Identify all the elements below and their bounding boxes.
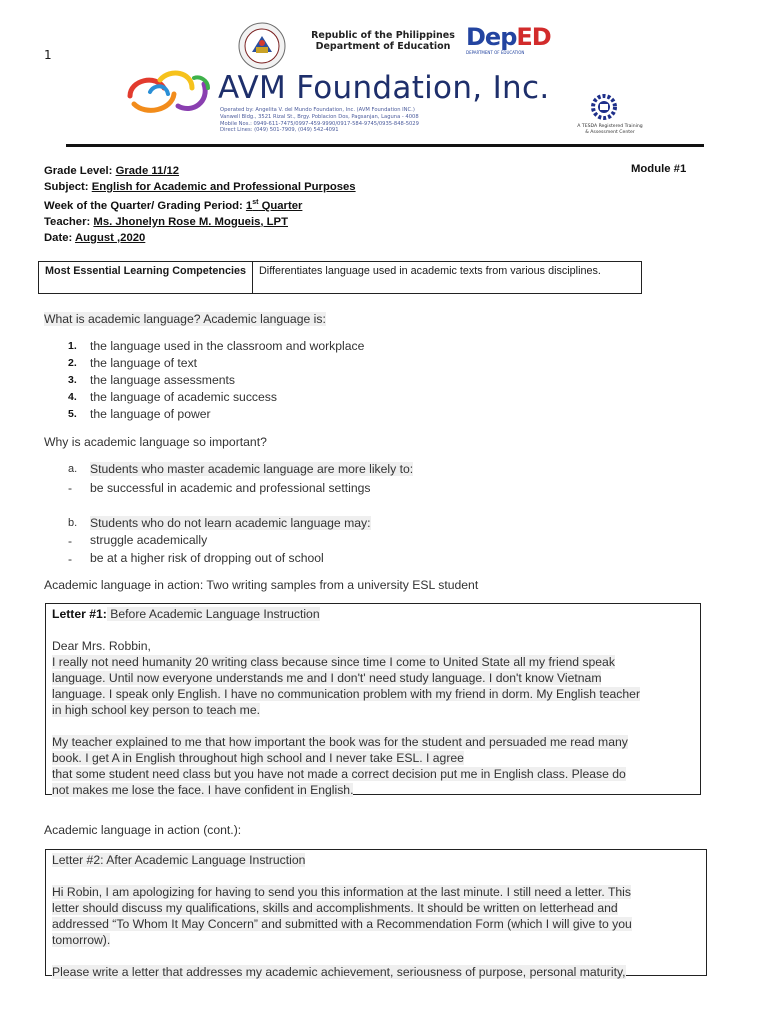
foundation-info-line: Vanwell Bldg., 3521 Rizal St., Brgy. Poblacion Dos, Pagsanjan, Laguna - 4008 (220, 113, 419, 120)
foundation-info-line: Direct Lines: (049) 501-7909, (049) 542-4091 (220, 127, 339, 134)
dash-marker: - (68, 481, 73, 495)
department-line: Department of Education (315, 41, 451, 52)
foundation-info (220, 107, 419, 134)
section-question: Why is academic language so important? (44, 435, 267, 449)
grade-level-label: Grade Level: (44, 165, 113, 177)
date-row (44, 230, 356, 246)
list-marker: a. (68, 463, 78, 475)
subject-label: Subject: (44, 181, 89, 193)
foundation-info-line: Operated by: Angelita V. del Mundo Foundation, Inc. (AVM Foundation INC.) (220, 107, 415, 113)
list-number: 1. (68, 340, 77, 352)
letter-1-box (45, 603, 701, 795)
list-number: 4. (68, 391, 77, 403)
tesda-caption-line: A TESDA Registered Training (577, 124, 643, 129)
letter-2-box (45, 849, 707, 979)
letter-1-line: I really not need humanity 20 writing class because since time I come to United State all my friend speak (52, 655, 615, 669)
date-label: Date: (44, 231, 73, 244)
list-marker: b. (68, 517, 78, 529)
module-number: Module #1 (631, 163, 687, 175)
letter-1-line: not makes me lose the face. I have confident in English. (52, 783, 354, 797)
letter-1-line: book. I get A in English throughout high school and I never take ESL. I agree (52, 751, 464, 765)
list-item: struggle academically (90, 533, 208, 547)
letter-1-line: language. Until now everyone understands me and I don't' need study language. I don't know Vietnam (52, 671, 602, 685)
section-cont: Academic language in action (cont.): (44, 823, 242, 837)
list-item: the language used in the classroom and workplace (90, 339, 365, 353)
module-meta (44, 163, 356, 246)
grade-level-value: Grade 11/12 (115, 165, 180, 177)
deped-seal-logo (238, 22, 286, 70)
section-question: What is academic language? Academic language is: (44, 312, 326, 326)
deped-logo-sub: DEPARTMENT OF EDUCATION (466, 50, 525, 55)
page-number: 1 (44, 48, 52, 62)
week-label: Week of the Quarter/ Grading Period: (44, 199, 243, 212)
letter-2-line: tomorrow). (52, 933, 111, 947)
list-item: be at a higher risk of dropping out of school (90, 551, 324, 565)
letter-2-title: Letter #2: After Academic Language Instruction (52, 853, 306, 867)
melc-table (38, 261, 642, 294)
date-value: August ,2020 (74, 231, 146, 244)
republic-line: Republic of the Philippines (311, 30, 455, 41)
tesda-caption (560, 124, 660, 135)
teacher-label: Teacher: (44, 215, 91, 228)
melc-label: Most Essential Learning Competencies (39, 262, 253, 293)
list-item: be successful in academic and professional settings (90, 481, 371, 495)
list-number: 2. (68, 357, 77, 369)
list-item: Students who do not learn academic language may: (90, 516, 371, 530)
foundation-name: AVM Foundation, Inc. (218, 70, 550, 106)
letter-1-line: in high school key person to teach me. (52, 703, 260, 717)
week-value: 1st Quarter (245, 199, 303, 212)
letter-1-line: that some student need class but you have not made a correct decision put me in English class. Please do (52, 767, 626, 781)
dash-marker: - (68, 552, 73, 566)
tesda-gear-logo (586, 92, 622, 122)
list-item: Students who master academic language are more likely to: (90, 462, 414, 476)
grade-level-row (44, 163, 356, 179)
melc-value: Differentiates language used in academic texts from various disciplines. (259, 265, 601, 277)
letter-2-line: Please write a letter that addresses my academic achievement, seriousness of purpose, personal maturity, (52, 965, 626, 979)
dash-marker: - (68, 534, 73, 548)
list-item: the language assessments (90, 373, 235, 387)
teacher-value: Ms. Jhonelyn Rose M. Mogueis, LPT (93, 215, 288, 228)
subject-value: English for Academic and Professional Purposes (91, 181, 356, 193)
list-item: the language of power (90, 407, 211, 421)
avm-swirl-logo (120, 66, 216, 118)
week-row (44, 195, 356, 214)
letter-1-line: language. I speak only English. I have no communication problem with my friend in dorm. My English teacher (52, 687, 641, 701)
subject-row (44, 179, 356, 195)
letter-1-line: My teacher explained to me that how important the book was for the student and persuaded me read many (52, 735, 628, 749)
republic-header (304, 30, 462, 52)
deped-logo: DepED DEPARTMENT OF EDUCATION (466, 24, 576, 60)
section-intro: Academic language in action: Two writing samples from a university ESL student (44, 578, 479, 592)
letter-2-line: letter should discuss my qualifications, skills and accomplishments. It should be written on letterhead and (52, 901, 618, 915)
list-number: 5. (68, 408, 77, 420)
list-item: the language of text (90, 356, 198, 370)
letter-1-title: Letter #1: Before Academic Language Instruction (52, 607, 320, 621)
letter-1-salutation: Dear Mrs. Robbin, (52, 639, 151, 653)
header-divider (66, 144, 704, 147)
teacher-row (44, 214, 356, 230)
letter-2-line: addressed “To Whom It May Concern” and submitted with a Recommendation Form (which I will give to you (52, 917, 632, 931)
list-item: the language of academic success (90, 390, 277, 404)
list-number: 3. (68, 374, 77, 386)
tesda-caption-line: & Assessment Center (585, 129, 635, 135)
foundation-info-line: Mobile Nos.: 0949-611-7475/0997-459-9990/0917-584-9745/0935-848-5029 (220, 120, 419, 127)
letter-2-line: Hi Robin, I am apologizing for having to send you this information at the last minute. I still need a letter. This (52, 885, 631, 899)
